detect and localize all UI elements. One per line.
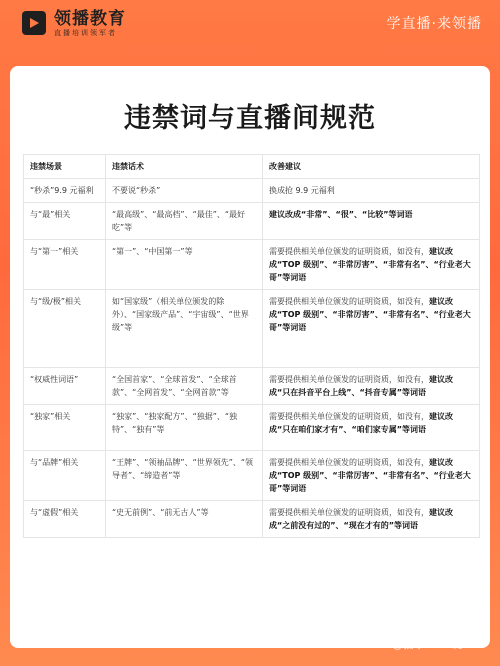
table-row <box>24 240 480 290</box>
cell-words: “全国首家”、“全球首发”、“全球首款”、“全网首发”、“全网首款”等 <box>106 368 263 405</box>
cell-scene: 与“虚假”相关 <box>24 501 106 538</box>
advice-suggestion: 建议改成“TOP 级别”、“非常厉害”、“非常有名”、“行业老大哥”等词语 <box>269 458 471 493</box>
cell-scene: 与“第一”相关 <box>24 240 106 290</box>
watermark: @猫子talks说 <box>392 638 463 651</box>
expand-icon[interactable] <box>22 626 34 645</box>
advice-suggestion: 建议改成“之前没有过的”、“现在才有的”等词语 <box>269 508 453 530</box>
advice-suggestion: 建议改成“TOP 级别”、“非常厉害”、“非常有名”、“行业老大哥”等词语 <box>269 247 471 282</box>
content-card <box>10 66 490 648</box>
cell-advice <box>263 451 480 501</box>
cell-scene: “秒杀”9.9 元福利 <box>24 179 106 203</box>
advice-text: 需要提供相关单位颁发的证明资质，如没有， <box>269 458 429 467</box>
advice-text: 需要提供相关单位颁发的证明资质，如没有， <box>269 508 429 517</box>
table-row <box>24 451 480 501</box>
cell-words: 如“国家级”（相关单位颁发的除外）、“国家级产品”、“宇宙级”、“世界级”等 <box>106 290 263 368</box>
table-row <box>24 368 480 405</box>
top-bar <box>0 0 500 46</box>
cell-advice <box>263 405 480 451</box>
advice-text: 需要提供相关单位颁发的证明资质，如没有， <box>269 297 429 306</box>
advice-suggestion: 建议改成“只在咱们家才有”、“咱们家专属”等词语 <box>269 412 453 434</box>
table-row <box>24 179 480 203</box>
advice-suggestion: 建议改成“只在抖音平台上线”、“抖音专属”等词语 <box>269 375 453 397</box>
cell-words: “史无前例”、“前无古人”等 <box>106 501 263 538</box>
cell-words: “独家”、“独家配方”、“独据”、“独特”、“独有”等 <box>106 405 263 451</box>
brand-subtitle: 直播培训领军者 <box>54 28 117 37</box>
cell-words: “最高级”、“最高档”、“最佳”、“最好吃”等 <box>106 203 263 240</box>
advice-text: 需要提供相关单位颁发的证明资质，如没有， <box>269 247 429 256</box>
advice-suggestion: 建议改成“非常”、“很”、“比较”等词语 <box>269 210 413 219</box>
cell-words: “王牌”、“领袖品牌”、“世界领先”、“领导者”、“缔造者”等 <box>106 451 263 501</box>
table-row <box>24 501 480 538</box>
cell-advice <box>263 290 480 368</box>
header-scene: 违禁场景 <box>24 155 106 179</box>
cell-scene: “独家”相关 <box>24 405 106 451</box>
table-row <box>24 203 480 240</box>
advice-text: 换成抢 9.9 元福利 <box>269 186 335 195</box>
advice-text: 需要提供相关单位颁发的证明资质，如没有， <box>269 375 429 384</box>
cell-scene: 与“级/极”相关 <box>24 290 106 368</box>
header-advice: 改善建议 <box>263 155 480 179</box>
cell-words: “第一”、“中国第一”等 <box>106 240 263 290</box>
slogan: 学直播·来领播 <box>386 16 482 32</box>
brand-logo[interactable] <box>22 9 126 38</box>
cell-advice <box>263 240 480 290</box>
header-words: 违禁话术 <box>106 155 263 179</box>
cell-scene: 与“品牌”相关 <box>24 451 106 501</box>
advice-text: 需要提供相关单位颁发的证明资质，如没有， <box>269 412 429 421</box>
play-logo-icon <box>22 11 46 35</box>
cell-words: 不要说“秒杀” <box>106 179 263 203</box>
cell-scene: 与“最”相关 <box>24 203 106 240</box>
cell-advice <box>263 203 480 240</box>
cell-advice <box>263 179 480 203</box>
table-header-row <box>24 155 480 179</box>
advice-suggestion: 建议改成“TOP 级别”、“非常厉害”、“非常有名”、“行业老大哥”等词语 <box>269 297 471 332</box>
page-title: 违禁词与直播间规范 <box>124 103 376 134</box>
rules-table <box>23 154 480 538</box>
brand-name: 领播教育 <box>54 8 126 29</box>
table-row <box>24 290 480 368</box>
cell-advice <box>263 368 480 405</box>
cell-scene: “权威性词语” <box>24 368 106 405</box>
table-row <box>24 405 480 451</box>
cell-advice <box>263 501 480 538</box>
